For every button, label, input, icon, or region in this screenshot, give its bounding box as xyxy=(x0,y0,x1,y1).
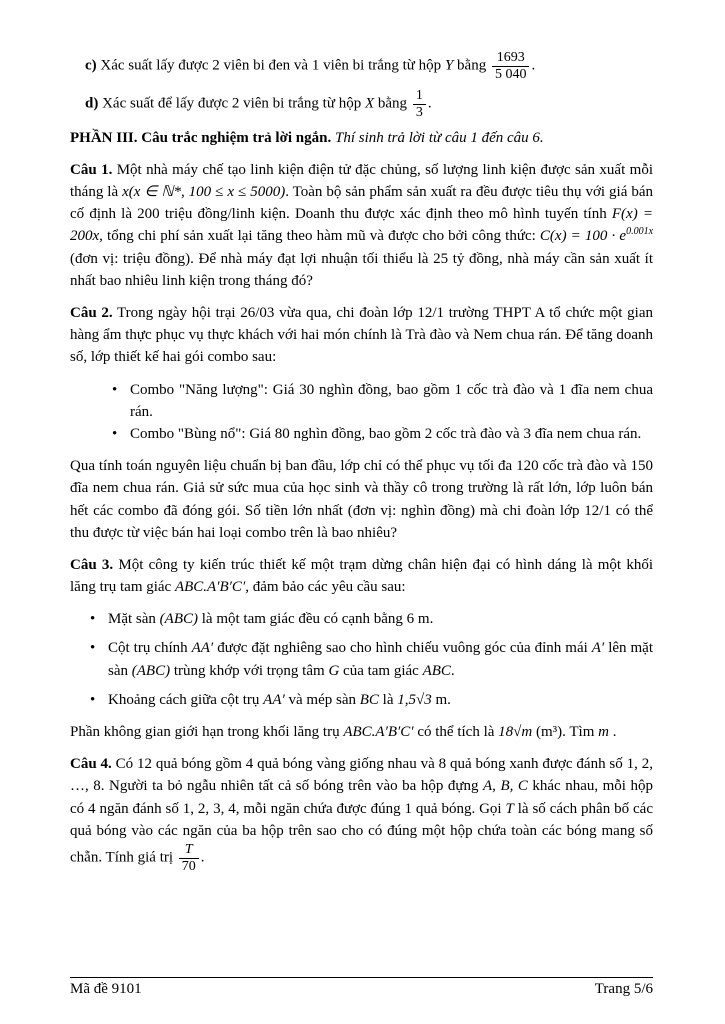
math-expression: (ABC) xyxy=(159,611,198,628)
text-segment: m. xyxy=(431,691,451,708)
text-segment: lên mặt sàn xyxy=(108,640,653,679)
requirements-list xyxy=(70,608,653,711)
text-segment: là xyxy=(378,691,398,708)
math-expression: C(x) = 100 · e xyxy=(539,228,627,245)
question-3-label: Câu 3. xyxy=(70,556,114,573)
math-variable: T xyxy=(505,800,514,817)
math-expression: ABC.A′B′C′, xyxy=(174,579,249,596)
text-segment: . xyxy=(450,662,455,679)
combo-list xyxy=(70,379,653,446)
list-item xyxy=(70,689,653,711)
question-3 xyxy=(70,554,653,598)
text-segment: . xyxy=(427,95,432,112)
list-item-text: Combo "Bùng nổ": Giá 80 nghìn đồng, bao gồm 2 cốc trà đào và 3 đĩa nem chua rán. xyxy=(130,425,642,442)
text-segment: là số cách phân bố các quả bóng vào các ngăn của ba hộp trên sao cho có đúng một hộp chứa toàn các bóng mang số chẵn. Tính giá trị xyxy=(70,800,653,866)
text-segment: Khoảng cách giữa cột trụ xyxy=(108,691,264,708)
text-segment: khác nhau, mỗi hộp có 4 ngăn đánh số 1, 2, 3, 4, mỗi ngăn chứa được đúng 1 quả bóng. Gọi xyxy=(70,778,653,817)
page-footer xyxy=(70,977,653,998)
item-d-label: d) xyxy=(85,95,99,112)
math-exponent: 0.001x xyxy=(626,226,654,238)
bullet-icon: • xyxy=(112,381,118,398)
question-2-continued xyxy=(70,455,653,544)
math-expression: 1,5√3 xyxy=(397,691,432,708)
math-expression: 18√m xyxy=(498,724,533,740)
section-title: PHẦN III. Câu trắc nghiệm trả lời ngắn. xyxy=(70,129,332,146)
text-segment: và mép sàn xyxy=(284,691,360,708)
text-segment: . xyxy=(200,849,205,866)
text-segment: Qua tính toán nguyên liệu chuẩn bị ban đầu, lớp chỉ có thể phục vụ tối đa 120 cốc trà đào và 150 đĩa nem chua rán. Giả sử sức mua của học sinh và thầy cô trong trường là rất lớn, lớp luôn bán hết các combo đã đóng gói. Số tiền lớn nhất (đơn vị: nghìn đồng) mà chi đoàn lớp 12/1 có thể thu được từ việc bán hai loại combo trên là bao nhiêu? xyxy=(70,458,653,541)
text-segment: Có 12 quả bóng gồm 4 quả bóng vàng giống nhau và 8 quả bóng xanh được đánh số 1, 2, …, 8. Người ta bỏ ngẫu nhiên tất cả số bóng trên vào ba hộp đựng xyxy=(70,756,653,795)
list-item xyxy=(70,637,653,681)
fraction-numerator: 1 xyxy=(413,88,426,105)
math-expression: AA′ xyxy=(191,640,214,657)
math-expression: AA′ xyxy=(263,691,285,708)
page-number: Trang 5/6 xyxy=(594,981,653,997)
question-3-continued xyxy=(70,721,653,743)
math-expression: (ABC) xyxy=(131,662,171,679)
section-heading xyxy=(70,127,653,149)
text-segment: Xác suất lấy được 2 viên bi đen và 1 viên bi trắng từ hộp xyxy=(96,57,445,74)
bullet-icon: • xyxy=(112,425,118,442)
list-item xyxy=(70,608,653,630)
list-item xyxy=(70,423,653,445)
text-segment: Cột trụ chính xyxy=(108,640,192,657)
text-segment: Một nhà máy chế tạo linh kiện điện tử đặc chủng, số lượng linh kiện được sản xuất mỗi tháng là xyxy=(70,161,653,201)
fraction xyxy=(492,50,530,82)
text-segment: bằng xyxy=(374,95,411,112)
fraction-numerator: 1693 xyxy=(492,50,530,67)
item-d xyxy=(70,88,653,120)
math-variable: X xyxy=(364,95,375,112)
question-4 xyxy=(70,753,653,874)
fraction xyxy=(413,88,426,120)
math-expression: ABC.A′B′C′ xyxy=(343,724,414,740)
list-item-text: Combo "Năng lượng": Giá 30 nghìn đồng, bao gồm 1 cốc trà đào và 1 đĩa nem chua rán. xyxy=(130,381,653,420)
item-c xyxy=(70,50,653,82)
question-4-label: Câu 4. xyxy=(70,756,112,773)
math-expression: ABC xyxy=(422,662,451,679)
question-2-label: Câu 2. xyxy=(70,305,113,321)
math-expression: A′ xyxy=(591,640,605,657)
text-segment: . xyxy=(608,724,617,740)
question-2 xyxy=(70,302,653,369)
list-item-text xyxy=(108,689,653,711)
bullet-icon: • xyxy=(90,640,96,657)
bullet-icon: • xyxy=(90,611,96,628)
list-item-text xyxy=(108,608,653,630)
math-expression: x(x ∈ ℕ*, 100 ≤ x ≤ 5000) xyxy=(122,184,286,201)
text-segment: Phần không gian giới hạn trong khối lăng trụ xyxy=(70,724,344,740)
text-segment: của tam giác xyxy=(339,662,423,679)
math-expression: F(x) = 200x, xyxy=(70,206,653,245)
question-1-label: Câu 1. xyxy=(70,161,113,178)
text-segment: Xác suất để lấy được 2 viên bi trắng từ hộp xyxy=(98,95,365,112)
text-segment: đảm bảo các yêu cầu sau: xyxy=(248,579,406,596)
list-item xyxy=(70,379,653,423)
text-segment: Mặt sàn xyxy=(108,611,160,628)
math-expression: G xyxy=(328,662,340,679)
text-segment: bằng xyxy=(453,57,490,74)
text-segment: . Toàn bộ sản phẩm sản xuất ra đều được tiêu thụ với giá bán cố định là 200 triệu đồng/linh kiện. Doanh thu được xác định theo mô hình tuyến tính xyxy=(70,184,653,223)
exam-code: Mã đề 9101 xyxy=(70,981,142,997)
math-variable: m xyxy=(598,724,609,740)
fraction-denominator: 3 xyxy=(415,105,423,121)
text-segment: là một tam giác đều có cạnh bằng 6 m. xyxy=(198,611,434,628)
list-item-text xyxy=(108,637,653,681)
fraction-denominator: 70 xyxy=(181,858,196,874)
text-segment: được đặt nghiêng sao cho hình chiếu vuông góc của đỉnh mái xyxy=(213,640,592,657)
text-segment: Trong ngày hội trại 26/03 vừa qua, chi đoàn lớp 12/1 trường THPT A tổ chức một gian hàng ẩm thực phục vụ thực khách với hai món chính là Trà đào và Nem chua rán. Để tăng doanh số, lớp thiết kế hai gói combo sau: xyxy=(70,305,653,366)
text-segment: Một công ty kiến trúc thiết kế một trạm dừng chân hiện đại có hình dáng là một khối lăng trụ tam giác xyxy=(70,556,653,596)
bullet-icon: • xyxy=(90,691,96,708)
math-expression: BC xyxy=(359,691,379,708)
section-note: Thí sinh trả lời từ câu 1 đến câu 6. xyxy=(331,129,544,146)
question-1 xyxy=(70,159,653,292)
math-variable: Y xyxy=(444,57,454,74)
text-segment: . xyxy=(531,57,536,74)
item-c-label: c) xyxy=(85,57,97,74)
fraction-denominator: 5 040 xyxy=(494,66,527,82)
fraction-numerator: T xyxy=(179,842,199,859)
text-segment: có thể tích là xyxy=(413,724,499,740)
text-segment: trùng khớp với trọng tâm xyxy=(170,662,329,679)
text-segment: (m³). Tìm xyxy=(532,724,599,740)
math-expression: A, B, C xyxy=(483,778,528,795)
text-segment: tổng chi phí sản xuất lại tăng theo hàm mũ và được cho bởi công thức: xyxy=(102,228,540,245)
text-segment: (đơn vị: triệu đồng). Để nhà máy đạt lợi nhuận tối thiểu là 25 tỷ đồng, nhà máy cần sản xuất ít nhất bao nhiêu linh kiện trong tháng đó? xyxy=(70,250,653,289)
fraction xyxy=(179,842,199,874)
